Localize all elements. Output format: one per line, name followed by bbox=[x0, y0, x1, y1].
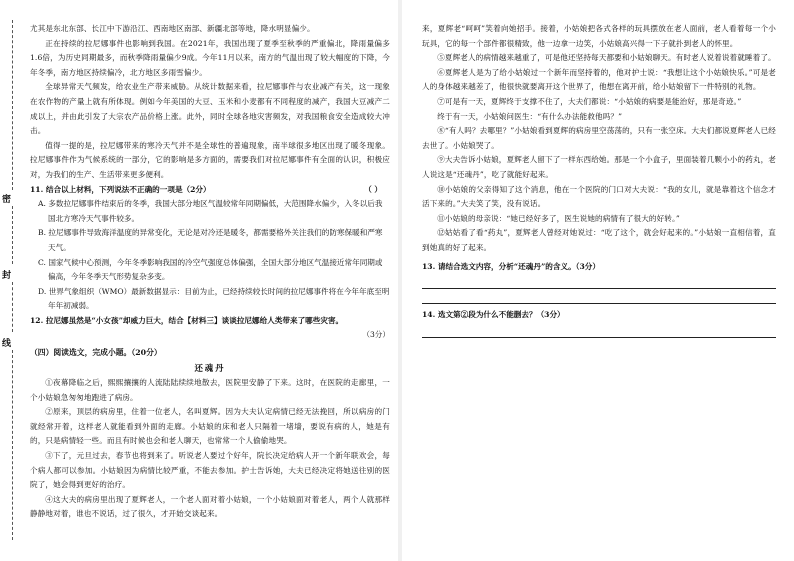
passage-paragraph-12: ⑫姑姑看了看“药丸”，夏辉老人曾经对她说过：“吃了这个，就会好起来的。”小姑娘一直相信着，直到她真的好了起来。 bbox=[422, 228, 776, 252]
passage-paragraph-2: ②原来，顶层的病房里，住着一位老人，名叫夏辉。因为大夫认定病情已经无法挽回，所以病房的门就经常开着，这样老人就能看到外面的走廊。小姑娘的床和老人只隔着一堵墙，要说有病的人，她是有的，只是病情轻一些。而且有时候也会和老人聊天，也常常一个人偷偷地哭。 bbox=[30, 407, 390, 446]
material-paragraph-1: 尤其是东北东部、长江中下游沿江、西南地区南部、新疆北部等地，降水明显偏少。 bbox=[30, 24, 315, 33]
passage-paragraph-9: ⑨大夫告诉小姑娘，夏辉老人留下了一样东西给她。那是一个小盒子，里面装着几颗小小的药丸，老人说这是“还魂丹”，吃了就能好起来。 bbox=[422, 155, 776, 179]
passage-paragraph-4: ④这大夫的病房里出现了夏辉老人，一个老人面对着小姑娘，一个小姑娘面对着老人，两个人就那样静静地对着，谁也不说话，过了很久，才开始交谈起来。 bbox=[30, 494, 390, 519]
passage-paragraph-7: ⑦可是有一天，夏辉终于支撑不住了，大夫们都说：“小姑娘的病要是能治好，那是奇迹。” bbox=[437, 96, 742, 106]
passage-title: 还魂丹 bbox=[194, 363, 226, 374]
passage-continuation: 来，夏辉老“呵呵”笑着向她招手。接着，小姑娘把各式各样的玩具摆放在老人面前，老人看着每一个小玩具，它的每一个部件都很精致，他一边拿一边笑，小姑娘高兴得一下子就扑到老人的怀里。 bbox=[422, 24, 776, 48]
section-heading: （四）阅读选文，完成小题。（20分） bbox=[30, 348, 162, 358]
answer-bracket[interactable]: （ ） bbox=[364, 184, 382, 194]
option-b: B. 拉尼娜事件导致海洋温度的异常变化，无论是对冷还是暖冬，都需要格外关注我们的防寒保暖和严寒天气。 bbox=[38, 228, 383, 252]
right-page bbox=[404, 0, 794, 561]
question-12-score: （3分） bbox=[362, 330, 390, 340]
binding-char-seal2: 封 bbox=[2, 271, 12, 281]
passage-paragraph-7b: 终于有一天，小姑娘问医生：“有什么办法能救他吗？” bbox=[437, 111, 623, 121]
question-13: 13. 请结合选文内容，分析“还魂丹”的含义。（3分） bbox=[422, 261, 600, 271]
passage-paragraph-11: ⑪小姑娘的母亲说：“她已经好多了，医生说她的病情有了很大的好转。” bbox=[437, 213, 680, 223]
option-c: C. 国家气候中心预测，今年冬季影响我国的冷空气强度总体偏强，全国大部分地区气温接近常年同期或偏高，今年冬季天气形势复杂多变。 bbox=[38, 257, 383, 282]
question-11: 11. 结合以上材料，下列说法不正确的一项是（2分） （ ） bbox=[30, 183, 390, 198]
answer-line-13b[interactable] bbox=[422, 289, 776, 304]
passage-paragraph-3: ③下了，元旦过去，春节也将到来了。听说老人要过个好年，院长决定给病人开一个新年联欢会，每个病人都可以参加。小姑娘因为病情比较严重，不能去参加。护士告诉她，大夫已经决定将她送往别的医院了，她会得到更好的治疗。 bbox=[30, 451, 390, 490]
material-paragraph-4: 值得一提的是，拉尼娜带来的寒冷天气并不是全球性的普遍现象，南半球很多地区出现了暖冬现象。拉尼娜事件作为气候系统的一部分，它的影响是多方面的，需要我们对拉尼娜事件有全面的认识，积极应对，为我们的生产、生活带来更多便利。 bbox=[30, 140, 390, 179]
material-paragraph-3: 全球异常天气频发，给农业生产带来威胁。从统计数据来看，拉尼娜事件与农业减产有关，这一现象在农作物的产量上就有所体现。例如今年美国的大豆、玉米和小麦都有不同程度的减产，我国大豆减产二成以上，并由此引发了大宗农产品价格上涨。此外，同时全球各地灾害频发，对我国粮食安全造成较大冲击。 bbox=[30, 82, 390, 136]
passage-paragraph-1: ①夜幕降临之后，熙熙攘攘的人流陆陆续续地散去，医院里安静了下来。这时，在医院的走廊里，一个小姑娘急匆匆地跑进了病房。 bbox=[30, 378, 390, 402]
question-12: 12. 拉尼娜虽然是“小女孩”却威力巨大，结合【材料三】谈谈拉尼娜给人类带来了哪些灾害。 bbox=[30, 315, 344, 325]
passage-paragraph-6: ⑥夏辉老人是为了给小姑娘过一个新年而坚持着的，他对护士说：“我想让这个小姑娘快乐。”可是老人的身体越来越差了，他很快就要离开这个世界了，他想在离开前，给小姑娘留下一件特别的礼物。 bbox=[422, 67, 776, 92]
passage-paragraph-5: ⑤夏辉老人的病情越来越重了，可是他还坚持每天都要和小姑娘聊天。有时老人说着说着就睡着了。 bbox=[437, 53, 776, 63]
binding-char-seal: 密 bbox=[2, 195, 12, 205]
material-paragraph-2: 正在持续的拉尼娜事件也影响到我国。在2021年，我国出现了夏季至秋季的严重偏北，降雨量偏多1.6倍，为历史同期最多，而秋季降雨量偏少9成。今年11月以来，南方的气温出现了较大幅度的下降，今年冬季，南方地区持续偏冷，北方地区多雨雪偏少。 bbox=[30, 38, 390, 77]
answer-line-13a[interactable] bbox=[422, 274, 776, 289]
question-14: 14. 选文第②段为什么不能删去？（3分） bbox=[422, 310, 565, 320]
option-d: D. 世界气象组织（WMO）最新数据显示：目前为止，已经持续较长时间的拉尼娜事件将在今年年底至明年年初减弱。 bbox=[38, 286, 390, 311]
answer-line-14a[interactable] bbox=[422, 323, 776, 338]
option-a: A. 多数拉尼娜事件结束后的冬季，我国大部分地区气温较常年同期偏低，大范围降水偏少，入冬以后我国北方寒冷天气事件较多。 bbox=[38, 199, 383, 223]
binding-char-line: 线 bbox=[2, 339, 12, 349]
passage-paragraph-8: ⑧“有人吗？去哪里？”小姑娘看到夏辉的病房里空荡荡的，只有一张空床。大夫们都说夏辉老人已经去世了。小姑娘哭了。 bbox=[422, 126, 776, 150]
passage-paragraph-10: ⑩小姑娘的父亲得知了这个消息，他在一个医院的门口对大夫说：“我的女儿，就是靠着这个信念才活下来的。”大夫笑了笑，没有说话。 bbox=[422, 184, 776, 209]
